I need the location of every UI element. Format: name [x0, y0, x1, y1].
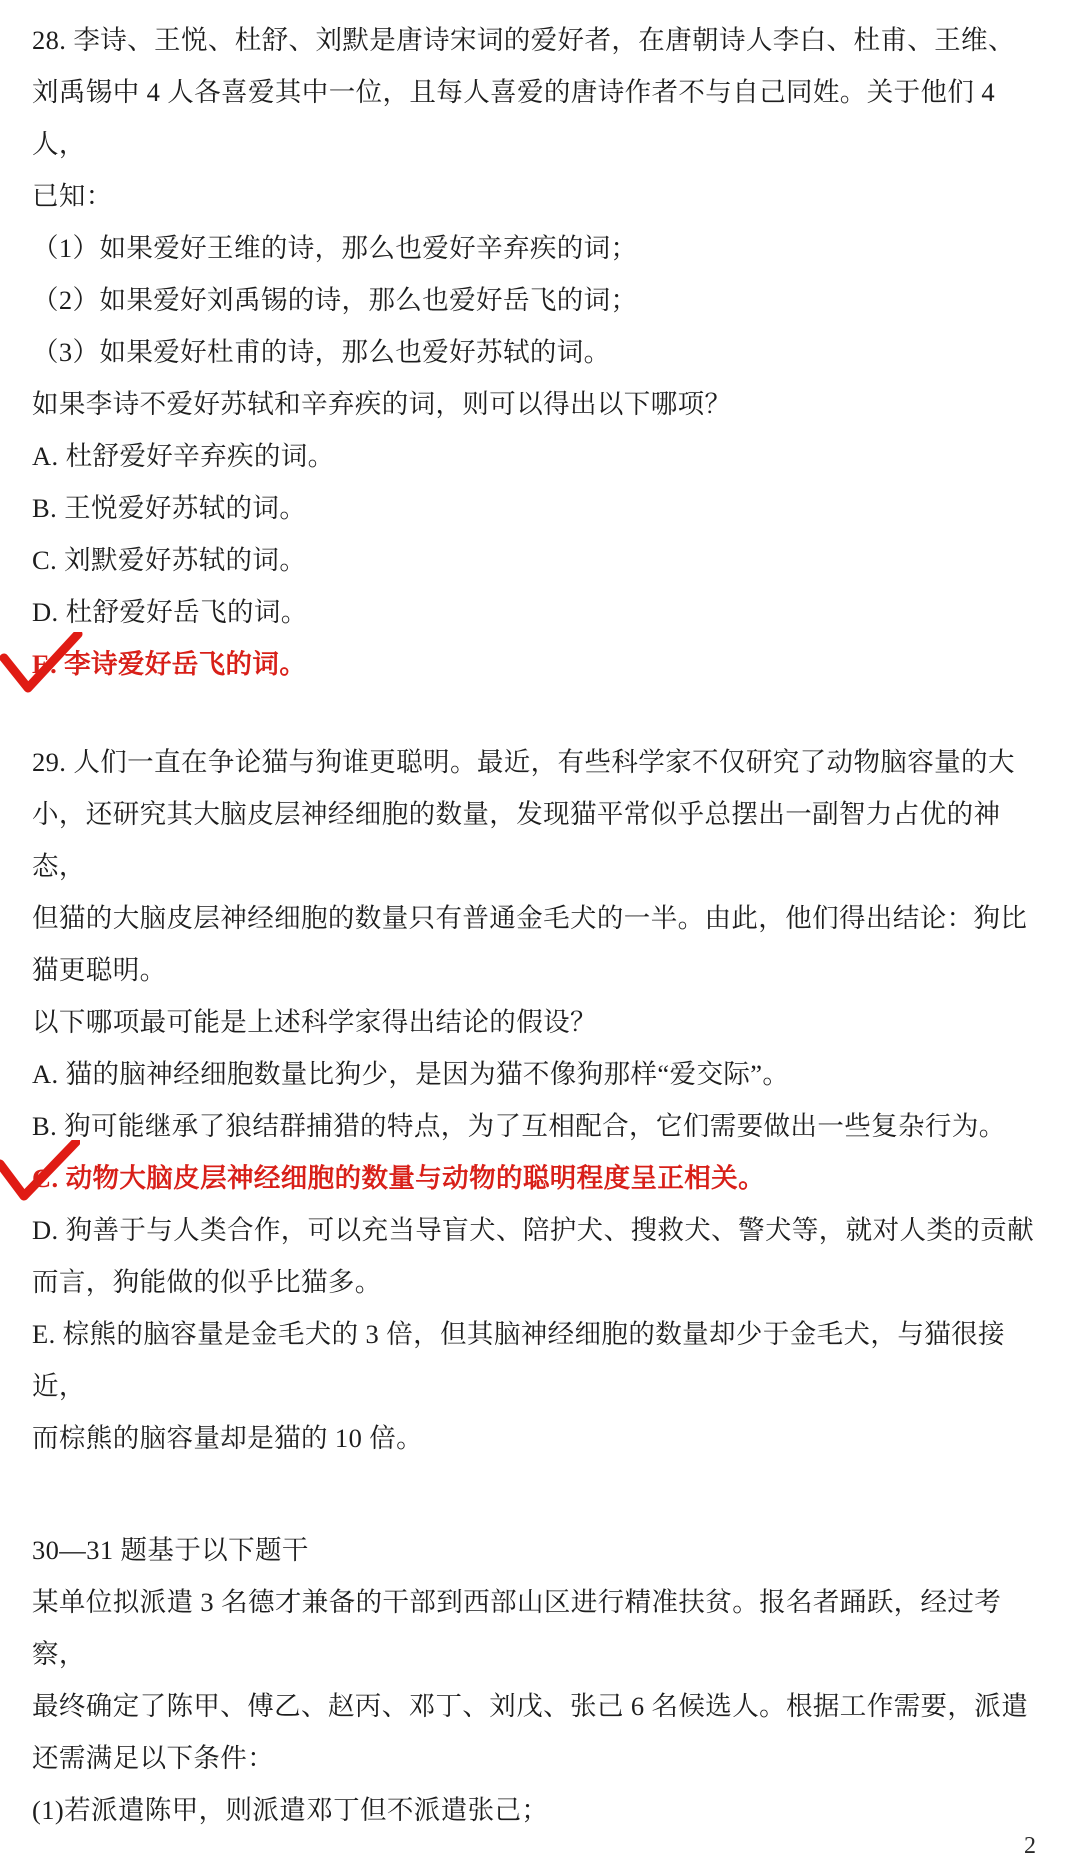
question-29-option-d-cont: 而言，狗能做的似乎比猫多。: [32, 1267, 382, 1297]
question-28-option-e[interactable]: E. 李诗爱好岳飞的词。: [32, 649, 307, 679]
question-29-prompt: 以下哪项最可能是上述科学家得出结论的假设？: [32, 1007, 597, 1037]
question-28-option-a[interactable]: A. 杜舒爱好辛弃疾的词。: [32, 441, 335, 471]
question-29-stem-line-3: 但猫的大脑皮层神经细胞的数量只有普通金毛犬的一半。由此，他们得出结论：狗比: [32, 903, 1028, 933]
question-29-option-e[interactable]: E. 棕熊的脑容量是金毛犬的 3 倍，但其脑神经细胞的数量却少于金毛犬，与猫很接近，: [32, 1319, 1005, 1401]
question-30-31-stem-line-3: 还需满足以下条件：: [32, 1743, 275, 1773]
question-29: [32, 736, 1040, 1464]
question-28-stem-line-3: 已知：: [32, 181, 113, 211]
question-28-stem-line-2: 刘禹锡中 4 人各喜爱其中一位，且每人喜爱的唐诗作者不与自己同姓。关于他们 4 人，: [32, 77, 1003, 159]
question-28-option-d[interactable]: D. 杜舒爱好岳飞的词。: [32, 597, 308, 627]
question-29-stem-line-2: 小，还研究其大脑皮层神经细胞的数量，发现猫平常似乎总摆出一副智力占优的神态，: [32, 799, 1001, 881]
question-28-option-b[interactable]: B. 王悦爱好苏轼的词。: [32, 493, 307, 523]
question-28-condition-1: （1）如果爱好王维的诗，那么也爱好辛弃疾的词；: [32, 233, 638, 263]
question-30-31-heading: 30—31 题基于以下题干: [32, 1535, 309, 1565]
spacer-28-29: [32, 690, 1040, 736]
question-30-31: [32, 1524, 1040, 1836]
question-29-option-e-cont: 而棕熊的脑容量却是猫的 10 倍。: [32, 1423, 424, 1453]
question-29-option-c[interactable]: C. 动物大脑皮层神经细胞的数量与动物的聪明程度呈正相关。: [32, 1163, 765, 1193]
question-28-stem-line-1: 28. 李诗、王悦、杜舒、刘默是唐诗宋词的爱好者，在唐朝诗人李白、杜甫、王维、: [32, 25, 1015, 55]
spacer-29-30: [32, 1464, 1040, 1524]
question-29-option-d[interactable]: D. 狗善于与人类合作，可以充当导盲犬、陪护犬、搜救犬、警犬等，就对人类的贡献: [32, 1215, 1034, 1245]
question-30-31-stem-line-1: 某单位拟派遣 3 名德才兼备的干部到西部山区进行精准扶贫。报名者踊跃，经过考察，: [32, 1587, 1002, 1669]
question-29-stem-line-1: 29. 人们一直在争论猫与狗谁更聪明。最近，有些科学家不仅研究了动物脑容量的大: [32, 747, 1015, 777]
question-29-answer-row: [32, 1152, 1040, 1204]
question-28-prompt: 如果李诗不爱好苏轼和辛弃疾的词，则可以得出以下哪项？: [32, 389, 732, 419]
page-number: 2: [1024, 1833, 1036, 1859]
question-30-31-stem-line-2: 最终确定了陈甲、傅乙、赵丙、邓丁、刘戊、张己 6 名候选人。根据工作需要，派遣: [32, 1691, 1029, 1721]
question-28: [32, 14, 1040, 690]
question-28-answer-row: [32, 638, 1040, 690]
question-28-condition-3: （3）如果爱好杜甫的诗，那么也爱好苏轼的词。: [32, 337, 611, 367]
question-30-31-condition-1: (1)若派遣陈甲，则派遣邓丁但不派遣张己；: [32, 1795, 549, 1825]
question-29-option-a[interactable]: A. 猫的脑神经细胞数量比狗少，是因为猫不像狗那样“爱交际”。: [32, 1059, 790, 1089]
question-28-option-c[interactable]: C. 刘默爱好苏轼的词。: [32, 545, 307, 575]
question-29-option-b[interactable]: B. 狗可能继承了狼结群捕猎的特点，为了互相配合，它们需要做出一些复杂行为。: [32, 1111, 1006, 1141]
question-29-stem-line-4: 猫更聪明。: [32, 955, 167, 985]
question-28-condition-2: （2）如果爱好刘禹锡的诗，那么也爱好岳飞的词；: [32, 285, 638, 315]
